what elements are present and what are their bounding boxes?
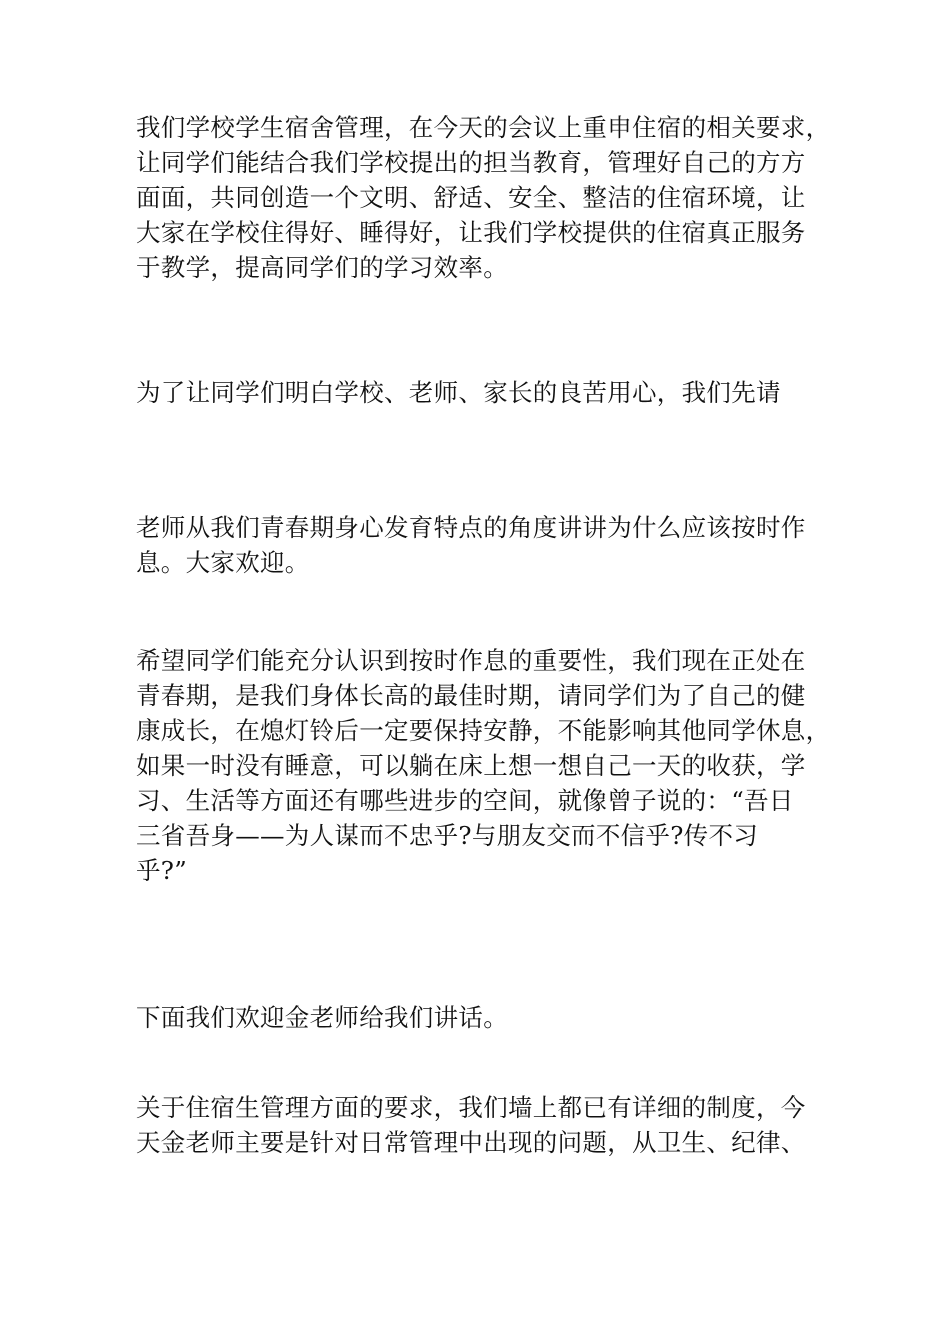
paragraph-line: 老师从我们青春期身心发育特点的角度讲讲为什么应该按时作 — [136, 513, 806, 542]
paragraph-6 — [136, 1090, 836, 1160]
paragraph-line: 如果一时没有睡意，可以躺在床上想一想自己一天的收获，学 — [136, 751, 806, 780]
paragraph-line: 天金老师主要是针对日常管理中出现的问题，从卫生、纪律、 — [136, 1128, 806, 1157]
paragraph-line: 下面我们欢迎金老师给我们讲话。 — [136, 1003, 508, 1032]
paragraph-5 — [136, 1000, 836, 1035]
paragraph-line: 乎?” — [136, 856, 188, 885]
paragraph-line: 面面，共同创造一个文明、舒适、安全、整洁的住宿环境，让 — [136, 183, 806, 212]
paragraph-line: 息。大家欢迎。 — [136, 548, 310, 577]
paragraph-line: 希望同学们能充分认识到按时作息的重要性，我们现在正处在 — [136, 646, 806, 675]
paragraph-line: 关于住宿生管理方面的要求，我们墙上都已有详细的制度，今 — [136, 1093, 806, 1122]
paragraph-line: 让同学们能结合我们学校提出的担当教育，管理好自己的方方 — [136, 148, 806, 177]
paragraph-line: 康成长，在熄灯铃后一定要保持安静，不能影响其他同学休息， — [136, 716, 831, 745]
paragraph-line: 大家在学校住得好、睡得好，让我们学校提供的住宿真正服务 — [136, 218, 806, 247]
paragraph-line: 青春期，是我们身体长高的最佳时期，请同学们为了自己的健 — [136, 681, 806, 710]
paragraph-2 — [136, 375, 836, 410]
paragraph-line: 三省吾身——为人谋而不忠乎?与朋友交而不信乎?传不习 — [136, 821, 759, 850]
paragraph-4 — [136, 643, 836, 888]
paragraph-line: 我们学校学生宿舍管理，在今天的会议上重申住宿的相关要求， — [136, 113, 831, 142]
paragraph-3 — [136, 510, 836, 580]
paragraph-line: 于教学，提高同学们的学习效率。 — [136, 253, 508, 282]
paragraph-1 — [136, 110, 836, 285]
paragraph-line: 为了让同学们明白学校、老师、家长的良苦用心，我们先请 — [136, 378, 781, 407]
paragraph-line: 习、生活等方面还有哪些进步的空间，就像曾子说的：“吾日 — [136, 786, 794, 815]
